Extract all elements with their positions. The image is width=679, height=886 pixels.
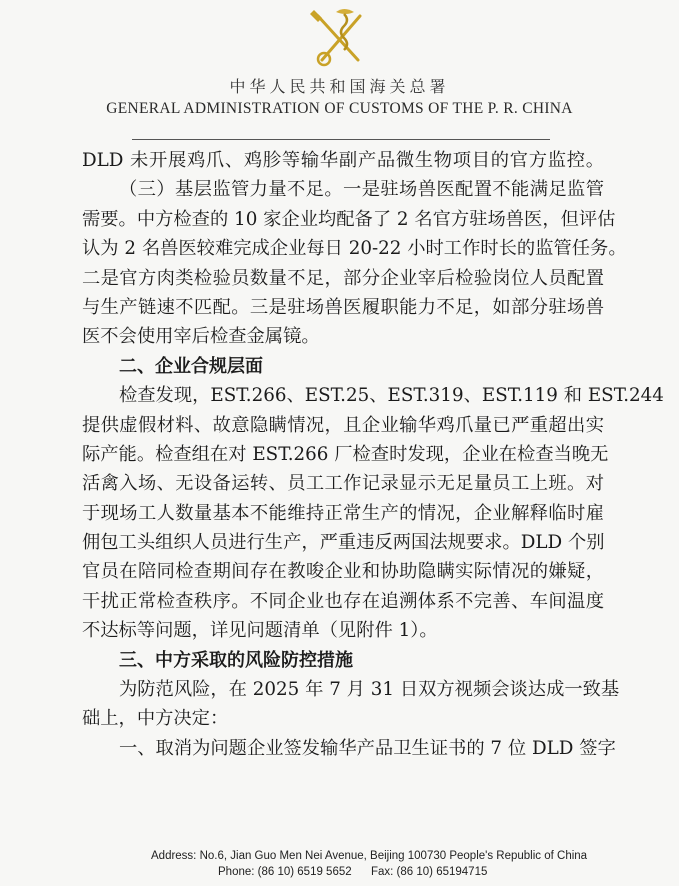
text-line: 干扰正常检查秩序。不同企业也存在追溯体系不完善、车间温度 [82, 590, 604, 612]
text-line: 医不会使用宰后检查金属镜。 [82, 326, 320, 348]
text-line: 认为 2 名兽医较难完成企业每日 20-22 小时工作时长的监管任务。 [82, 238, 627, 260]
text-line: 一、取消为问题企业签发输华产品卫生证书的 7 位 DLD 签字 [119, 737, 616, 759]
text-line: 官员在陪同检查期间存在教唆企业和协助隐瞒实际情况的嫌疑， [82, 561, 604, 583]
text-line: 佣包工头组织人员进行生产，严重违反两国法规要求。DLD 个别 [82, 532, 605, 554]
footer-phone: Phone: (86 10) 6519 5652 [218, 866, 352, 878]
header-divider [132, 139, 550, 140]
org-name-chinese: 中华人民共和国海关总署 [229, 77, 450, 96]
text-line: 于现场工人数量基本不能维持正常生产的情况，企业解释临时雇 [82, 502, 604, 524]
section-heading: 二、企业合规层面 [119, 355, 263, 377]
text-line: 为防范风险，在 2025 年 7 月 31 日双方视频会谈达成一致基 [119, 679, 620, 701]
text-line: DLD 未开展鸡爪、鸡胗等输华副产品微生物项目的官方监控。 [82, 150, 604, 171]
footer-address: Address: No.6, Jian Guo Men Nei Avenue, Beijing 100730 People's Republic of China [151, 850, 588, 862]
footer-fax: Fax: (86 10) 65194715 [371, 866, 488, 878]
text-line: 二是官方肉类检验员数量不足，部分企业宰后检验岗位人员配置 [82, 267, 604, 289]
text-line: 活禽入场、无设备运转、员工工作记录显示无足量员工上班。对 [82, 473, 604, 495]
section-heading: 三、中方采取的风险防控措施 [119, 649, 353, 671]
text-line: 检查发现，EST.266、EST.25、EST.319、EST.119 和 EST.244 [119, 385, 664, 407]
text-line: 提供虚假材料、故意隐瞒情况，且企业输华鸡爪量已严重超出实 [82, 414, 604, 436]
letter-body [82, 146, 664, 763]
text-line: 需要。中方检查的 10 家企业均配备了 2 名官方驻场兽医，但评估 [82, 208, 616, 230]
text-line: 际产能。检查组在对 EST.266 厂检查时发现，企业在检查当晚无 [82, 443, 609, 465]
text-line: 不达标等问题，详见问题清单（见附件 1）。 [82, 620, 438, 642]
org-name-english: GENERAL ADMINISTRATION OF CUSTOMS OF THE P. R. CHINA [106, 100, 573, 117]
text-line: 与生产链速不匹配。三是驻场兽医履职能力不足，如部分驻场兽 [82, 296, 604, 318]
text-line: （三）基层监管力量不足。一是驻场兽医配置不能满足监管 [119, 179, 604, 201]
customs-emblem-icon [300, 4, 378, 68]
text-line: 础上，中方决定： [82, 708, 229, 730]
